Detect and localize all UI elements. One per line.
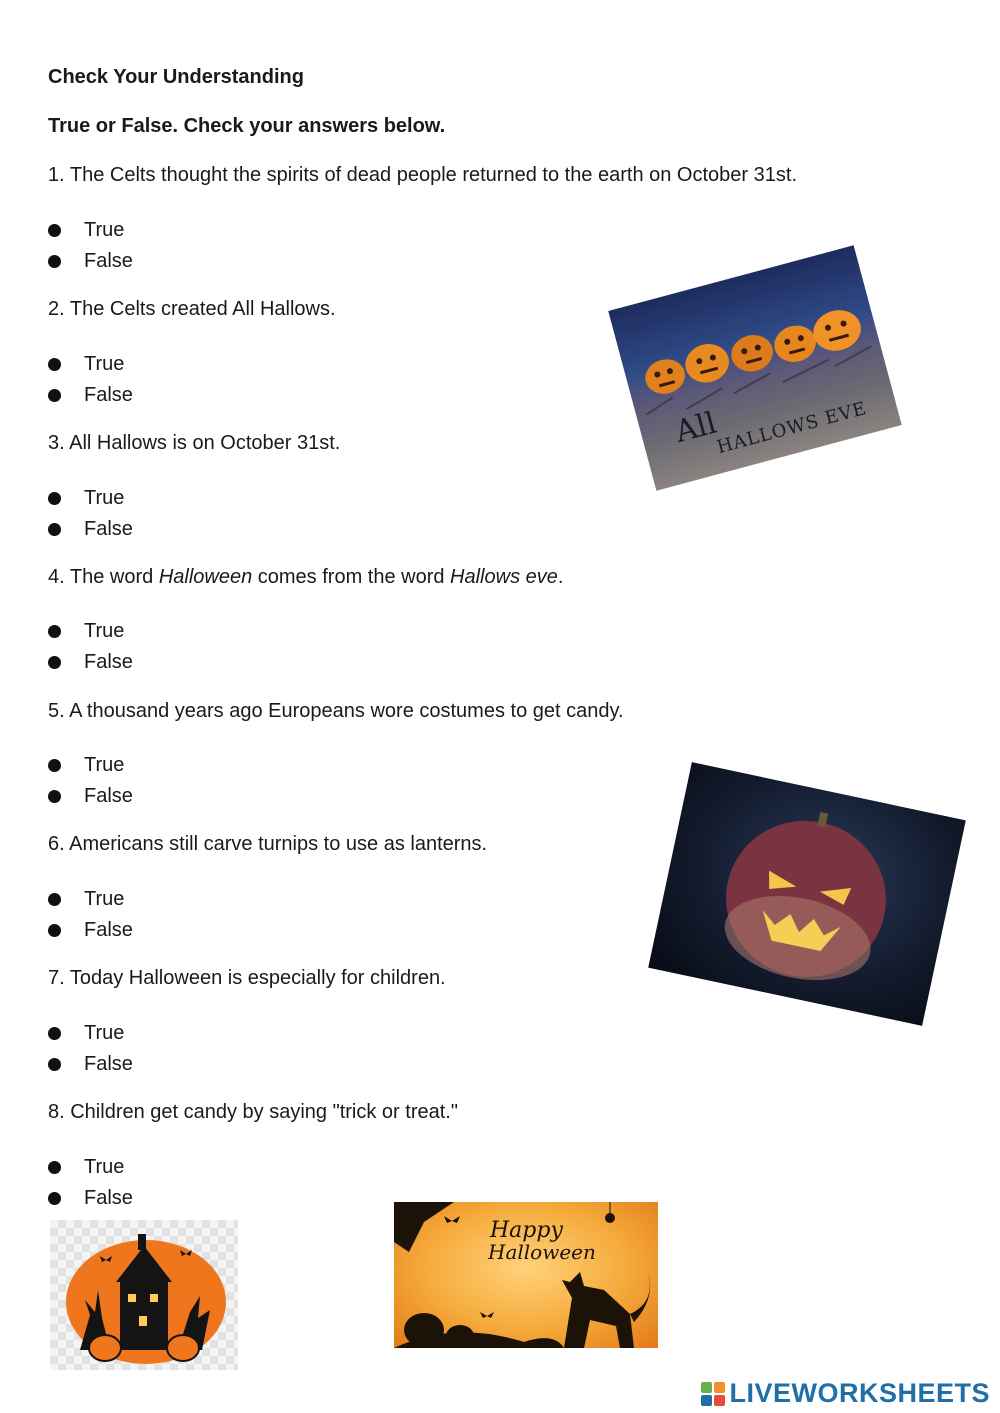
option-false[interactable]: [48, 516, 133, 542]
option-label: False: [84, 517, 133, 540]
cat-icon: [562, 1272, 634, 1348]
option-label: True: [84, 619, 125, 642]
emphasis-hallows-eve: Hallows eve: [450, 566, 558, 588]
worksheet-title: Check Your Understanding: [48, 66, 304, 88]
option-true[interactable]: [48, 485, 124, 511]
bullet-icon: [48, 523, 61, 536]
option-label: True: [84, 887, 125, 910]
bullet-icon: [48, 759, 61, 772]
option-false[interactable]: [48, 1051, 133, 1077]
logo-grid-icon: [701, 1382, 725, 1406]
painting-text-hallows-eve: HALLOWS EVE: [714, 397, 870, 459]
option-true[interactable]: [48, 1154, 124, 1180]
option-label: False: [84, 650, 133, 673]
option-label: True: [84, 486, 125, 509]
question-7: 7. Today Halloween is especially for children.: [48, 967, 446, 989]
bullet-icon: [48, 790, 61, 803]
bullet-icon: [48, 1161, 61, 1174]
bullet-icon: [48, 389, 61, 402]
option-label: False: [84, 1052, 133, 1075]
bullet-icon: [48, 255, 61, 268]
bullet-icon: [48, 1192, 61, 1205]
option-false[interactable]: [48, 783, 133, 809]
bullet-icon: [48, 924, 61, 937]
option-true[interactable]: [48, 618, 124, 644]
option-label: True: [84, 1021, 125, 1044]
bullet-icon: [48, 358, 61, 371]
instructions: True or False. Check your answers below.: [48, 115, 446, 137]
option-true[interactable]: [48, 217, 124, 243]
turnip-icon: [711, 796, 902, 994]
option-false[interactable]: [48, 248, 133, 274]
option-false[interactable]: [48, 382, 133, 408]
liveworksheets-logo[interactable]: [701, 1378, 990, 1409]
option-label: True: [84, 1155, 125, 1178]
bullet-icon: [48, 492, 61, 505]
haunted-house-image: [50, 1220, 238, 1370]
emphasis-halloween: Halloween: [158, 566, 253, 588]
option-label: False: [84, 784, 133, 807]
question-1: 1. The Celts thought the spirits of dead people returned to the earth on October 31st.: [48, 164, 797, 186]
spider-icon: [605, 1213, 615, 1223]
option-label: False: [84, 249, 133, 272]
question-6: 6. Americans still carve turnips to use as lanterns.: [48, 833, 488, 855]
question-4: 4. The word Halloween comes from the word Hallows eve.: [48, 566, 564, 588]
option-label: True: [84, 753, 125, 776]
option-label: False: [84, 918, 133, 941]
option-true[interactable]: [48, 752, 124, 778]
pumpkin-icon: [640, 304, 865, 401]
option-true[interactable]: [48, 1020, 124, 1046]
option-label: True: [84, 218, 125, 241]
option-false[interactable]: [48, 917, 133, 943]
option-label: True: [84, 352, 125, 375]
question-3: 3. All Hallows is on October 31st.: [48, 432, 341, 454]
bullet-icon: [48, 625, 61, 638]
bullet-icon: [48, 656, 61, 669]
logo-text: LIVEWORKSHEETS: [729, 1378, 990, 1408]
question-2: 2. The Celts created All Hallows.: [48, 298, 336, 320]
bullet-icon: [48, 1058, 61, 1071]
bullet-icon: [48, 1027, 61, 1040]
option-true[interactable]: [48, 886, 124, 912]
bullet-icon: [48, 893, 61, 906]
all-hallows-eve-painting: [608, 245, 901, 490]
turnip-lantern-image: [648, 762, 966, 1026]
option-true[interactable]: [48, 351, 124, 377]
banner-text-halloween: Halloween: [488, 1240, 596, 1264]
question-8: 8. Children get candy by saying "trick or treat.": [48, 1101, 458, 1123]
option-label: False: [84, 383, 133, 406]
bullet-icon: [48, 224, 61, 237]
option-false[interactable]: [48, 649, 133, 675]
option-false[interactable]: [48, 1185, 133, 1211]
option-label: False: [84, 1186, 133, 1209]
banner-text-happy: Happy: [490, 1218, 563, 1243]
question-5: 5. A thousand years ago Europeans wore costumes to get candy.: [48, 700, 624, 722]
happy-halloween-banner: [394, 1202, 658, 1348]
painting-text-all: All: [671, 405, 721, 451]
